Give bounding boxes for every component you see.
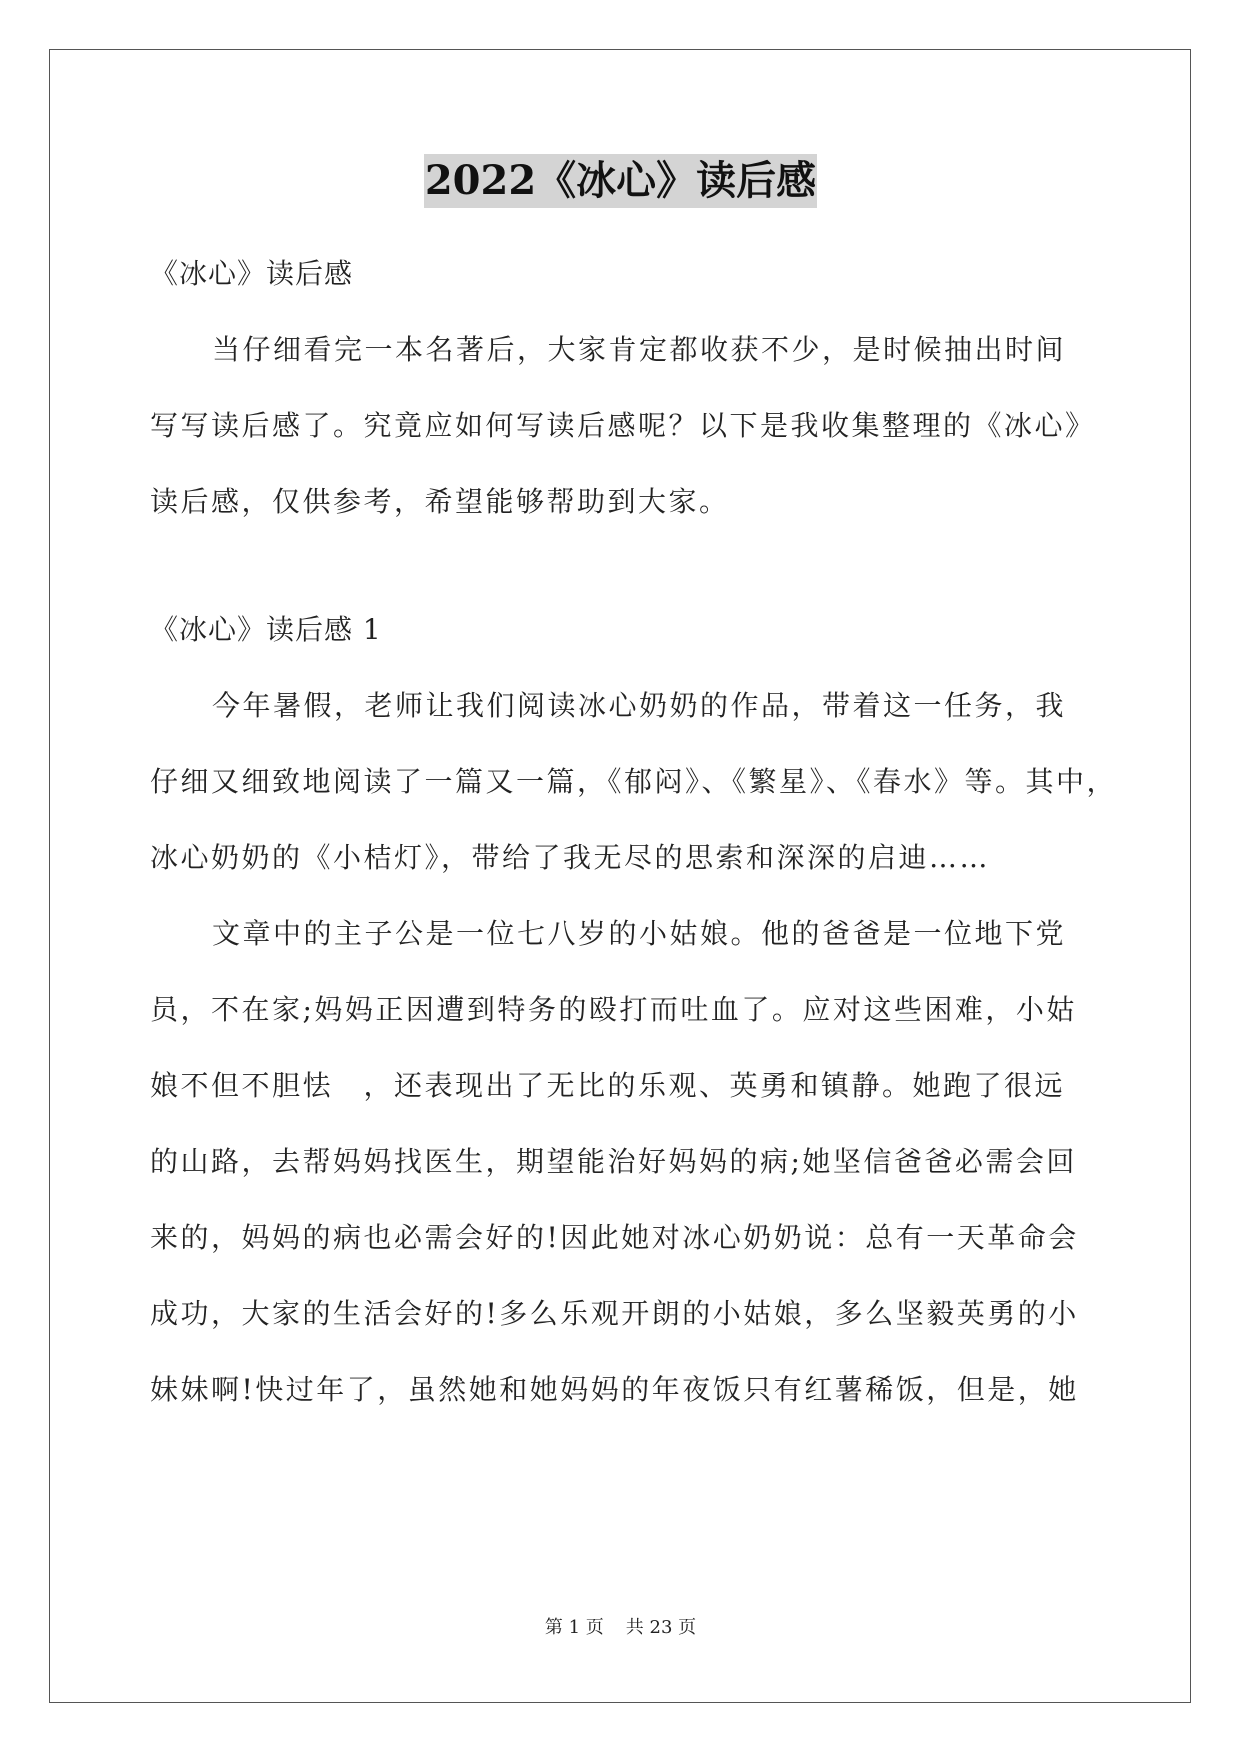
paragraph-line: 冰心奶奶的《小桔灯》，带给了我无尽的思索和深深的启迪…… xyxy=(150,841,991,874)
paragraph-line: 文章中的主子公是一位七八岁的小姑娘。他的爸爸是一位地下党 xyxy=(212,917,1067,950)
paragraph-line: 妹妹啊!快过年了，虽然她和她妈妈的年夜饭只有红薯稀饭，但是，她 xyxy=(150,1373,1079,1406)
paragraph-line: 成功，大家的生活会好的!多么乐观开朗的小姑娘，多么坚毅英勇的小 xyxy=(150,1297,1079,1330)
document-title: 2022《冰心》读后感 xyxy=(424,154,817,208)
section-gap xyxy=(150,540,1090,592)
paragraph-line: 当仔细看完一本名著后，大家肯定都收获不少，是时候抽出时间 xyxy=(212,333,1067,366)
paragraph-line: 读后感，仅供参考，希望能够帮助到大家。 xyxy=(150,485,730,518)
paragraph-line: 来的，妈妈的病也必需会好的!因此她对冰心奶奶说：总有一天革命会 xyxy=(150,1221,1079,1254)
page-number: 第 1 页 xyxy=(544,1617,604,1638)
paragraph-line: 写写读后感了。究竟应如何写读后感呢？以下是我收集整理的《冰心》 xyxy=(150,409,1096,442)
paragraph-line: 仔细又细致地阅读了一篇又一篇，《郁闷》、《繁星》、《春水》等。其中， xyxy=(150,765,1118,798)
intro-heading: 《冰心》读后感 xyxy=(150,257,354,290)
section-heading: 《冰心》读后感 1 xyxy=(150,613,382,646)
paragraph-line: 娘不但不胆怯 ，还表现出了无比的乐观、英勇和镇静。她跑了很远 xyxy=(150,1069,1066,1102)
page-total: 共 23 页 xyxy=(625,1617,697,1638)
paragraph-line: 员，不在家;妈妈正因遭到特务的殴打而吐血了。应对这些困难，小姑 xyxy=(150,993,1077,1026)
paragraph-line: 的山路，去帮妈妈找医生，期望能治好妈妈的病;她坚信爸爸必需会回 xyxy=(150,1145,1077,1178)
title-container xyxy=(0,154,1241,208)
paragraph-line: 今年暑假，老师让我们阅读冰心奶奶的作品，带着这一任务，我 xyxy=(212,689,1067,722)
page-footer xyxy=(0,1616,1241,1640)
document-body xyxy=(150,236,1118,1428)
